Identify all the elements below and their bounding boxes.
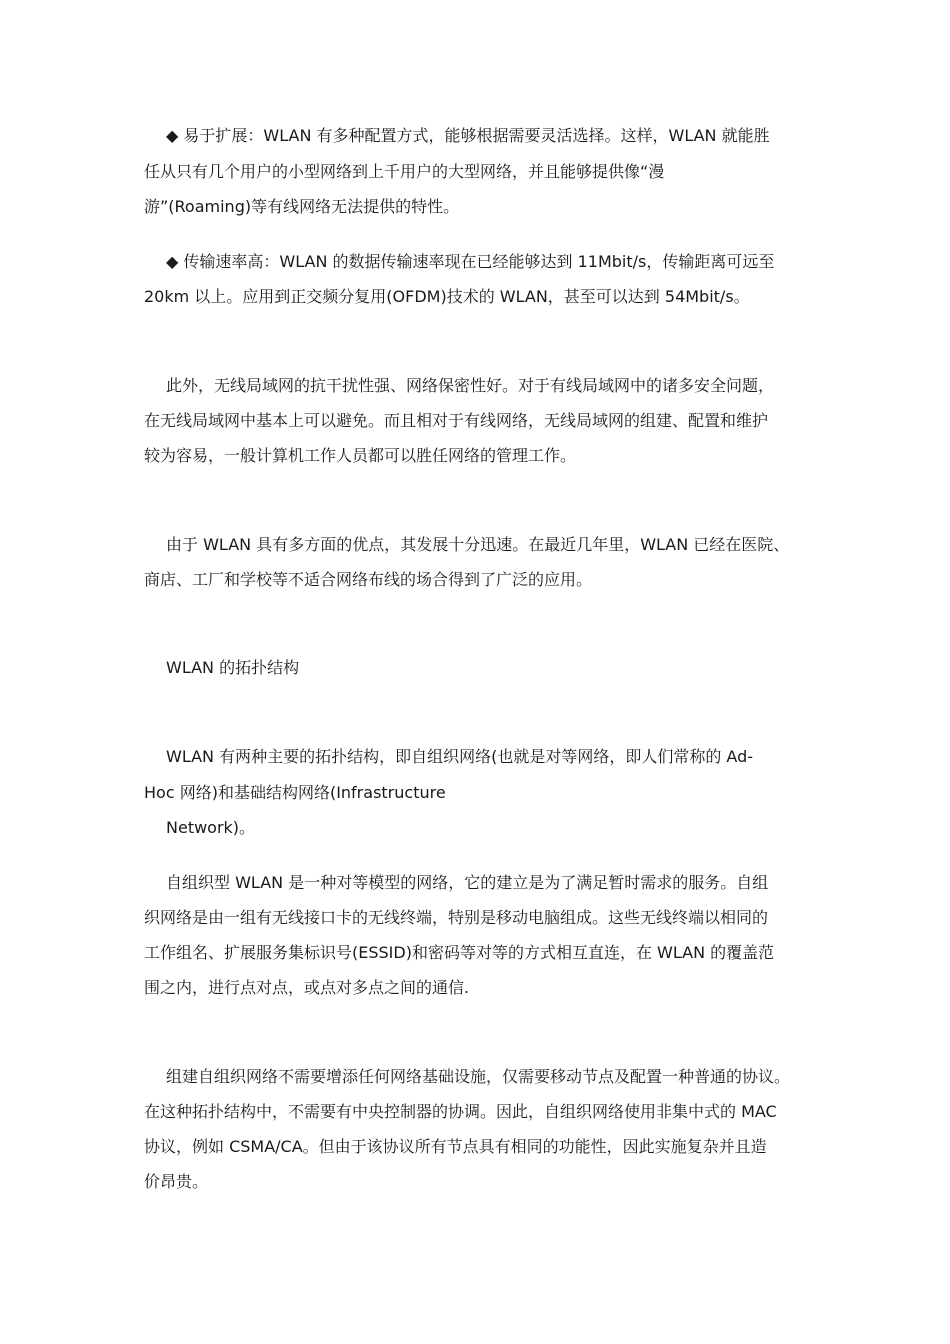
text-line: 织网络是由一组有无线接口卡的无线终端，特别是移动电脑组成。这些无线终端以相同的 <box>144 908 769 927</box>
text-line: 任从只有几个用户的小型网络到上千用户的大型网络，并且能够提供像“漫 <box>144 162 665 181</box>
text-line: 较为容易，一般计算机工作人员都可以胜任网络的管理工作。 <box>144 446 577 465</box>
text-line: Hoc 网络)和基础结构网络(Infrastructure <box>144 783 446 802</box>
text-line: 游”(Roaming)等有线网络无法提供的特性。 <box>144 197 460 216</box>
text-line: 20km 以上。应用到正交频分复用(OFDM)技术的 WLAN，甚至可以达到 54Mbit/s。 <box>144 287 750 306</box>
text-line: Network)。 <box>166 818 256 837</box>
text-line: ◆ 传输速率高：WLAN 的数据传输速率现在已经能够达到 11Mbit/s，传输距离可远至 <box>166 252 775 271</box>
text-line: 在无线局域网中基本上可以避免。而且相对于有线网络，无线局域网的组建、配置和维护 <box>144 411 769 430</box>
text-line: 在这种拓扑结构中，不需要有中央控制器的协调。因此，自组织网络使用非集中式的 MAC <box>144 1102 777 1121</box>
text-line: 此外，无线局域网的抗干扰性强、网络保密性好。对于有线局域网中的诸多安全问题， <box>166 376 775 395</box>
text-line: 围之内，进行点对点，或点对多点之间的通信. <box>144 978 470 997</box>
text-line: 工作组名、扩展服务集标识号(ESSID)和密码等对等的方式相互直连，在 WLAN 的覆盖范 <box>144 943 775 962</box>
text-line: 组建自组织网络不需要增添任何网络基础设施，仅需要移动节点及配置一种普通的协议。 <box>166 1067 791 1086</box>
text-line: 由于 WLAN 具有多方面的优点，其发展十分迅速。在最近几年里，WLAN 已经在医院、 <box>166 535 790 554</box>
text-line: 价昂贵。 <box>144 1172 209 1191</box>
text-line: WLAN 有两种主要的拓扑结构，即自组织网络(也就是对等网络，即人们常称的 Ad- <box>166 747 754 766</box>
text-line: ◆ 易于扩展：WLAN 有多种配置方式，能够根据需要灵活选择。这样，WLAN 就能胜 <box>166 126 770 145</box>
text-line: 协议，例如 CSMA/CA。但由于该协议所有节点具有相同的功能性，因此实施复杂并且造 <box>144 1137 767 1156</box>
section-heading: WLAN 的拓扑结构 <box>166 658 300 677</box>
text-line: 商店、工厂和学校等不适合网络布线的场合得到了广泛的应用。 <box>144 570 593 589</box>
text-line: 自组织型 WLAN 是一种对等模型的网络，它的建立是为了满足暂时需求的服务。自组 <box>166 873 769 892</box>
